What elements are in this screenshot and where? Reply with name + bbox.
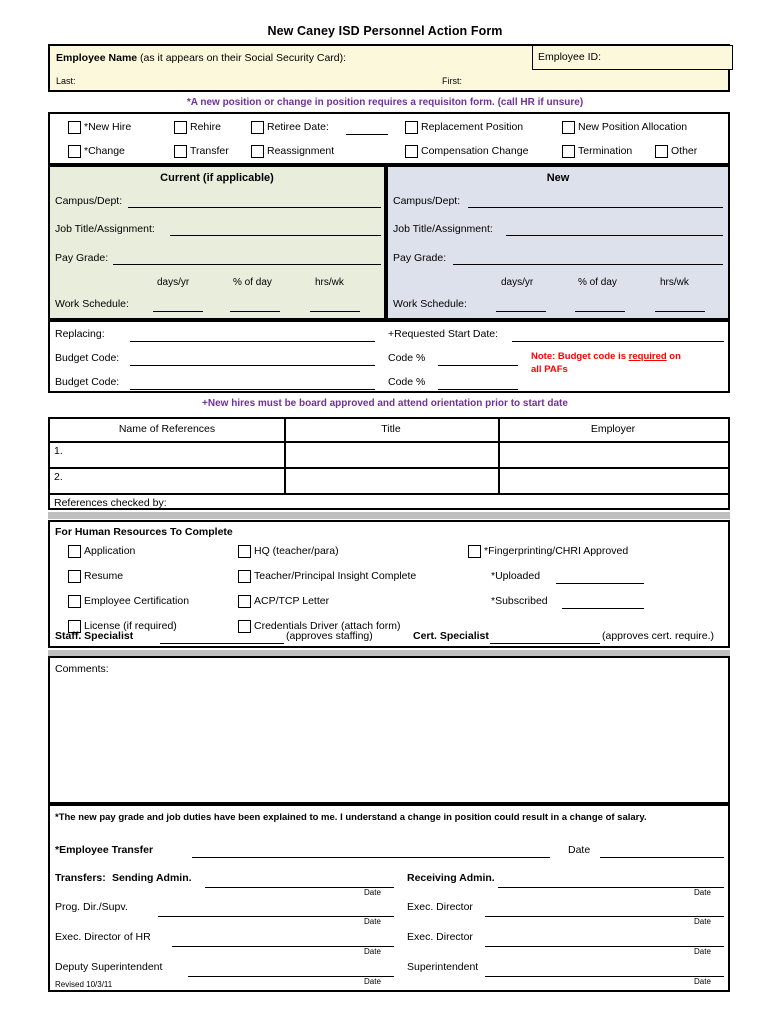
hr-section-title: For Human Resources To Complete [55,526,233,538]
employee-transfer-date-input[interactable] [600,857,724,858]
checkbox-resume[interactable] [68,570,81,583]
exec-director-2-date-tag: Date [694,947,711,956]
budget-code-label-2: Budget Code: [55,376,120,388]
new-days-input[interactable] [496,311,546,312]
start-date-input[interactable] [512,341,724,342]
label-compensation-change: Compensation Change [421,145,529,157]
label-change: *Change [84,145,125,157]
replacing-label: Replacing: [55,328,105,340]
ref-header-name: Name of References [118,423,216,435]
current-pay-label: Pay Grade: [55,252,109,264]
label-new-position-allocation: New Position Allocation [578,121,688,133]
new-hires-note: +New hires must be board approved and attend orientation prior to start date [202,398,568,409]
hr-section [48,520,730,648]
checkbox-acp-tcp-letter[interactable] [238,595,251,608]
exec-director-1-input[interactable] [485,916,724,917]
first-name-label: First: [442,76,462,86]
label-employee-certification: Employee Certification [84,595,190,607]
checkbox-teacher-principal-insight[interactable] [238,570,251,583]
uploaded-input[interactable] [556,583,644,584]
signature-section [48,804,730,992]
employee-transfer-input[interactable] [192,857,550,858]
staff-specialist-label: Staff. Specialist [55,630,134,642]
current-col-hrs: hrs/wk [315,277,344,288]
superintendent-label: Superintendent [407,961,479,973]
last-name-label: Last: [56,76,76,86]
current-pay-input[interactable] [113,264,381,265]
references-table [48,417,730,510]
exec-director-1-label: Exec. Director [407,901,473,913]
employee-transfer-date-label: Date [568,844,591,856]
ref-header-employer: Employer [590,423,636,435]
sending-admin-date-tag: Date [364,888,381,897]
exec-director-2-label: Exec. Director [407,931,473,943]
current-campus-label: Campus/Dept: [55,195,123,207]
label-fingerprinting-chri: *Fingerprinting/CHRI Approved [484,545,629,557]
current-schedule-label: Work Schedule: [55,298,129,310]
receiving-admin-label: Receiving Admin. [407,872,495,884]
checkbox-application[interactable] [68,545,81,558]
start-date-label: +Requested Start Date: [388,328,499,340]
budget-code-input-1[interactable] [130,365,375,366]
exec-director-1-date-tag: Date [694,917,711,926]
page-title: New Caney ISD Personnel Action Form [267,24,503,38]
label-transfer: Transfer [190,145,229,157]
budget-code-label-1: Budget Code: [55,352,120,364]
exec-director-hr-date-tag: Date [364,947,381,956]
checkbox-transfer[interactable] [174,145,187,158]
employee-id-field[interactable] [532,45,733,70]
sending-admin-label: Sending Admin. [112,872,192,884]
checkbox-termination[interactable] [562,145,575,158]
cert-specialist-label: Cert. Specialist [413,630,489,642]
acknowledgement-statement: *The new pay grade and job duties have been explained to me. I understand a change in position could result in a change of salary. [55,812,647,823]
checkbox-change[interactable] [68,145,81,158]
prog-dir-supv-input[interactable] [158,916,394,917]
label-termination: Termination [578,145,633,157]
current-panel-title: Current (if applicable) [160,172,274,184]
references-checked-by-input[interactable] [205,509,405,510]
ref-hline-2 [50,467,728,469]
employee-name-label [56,52,346,64]
new-pct-input[interactable] [575,311,625,312]
employee-name-label-rest: (as it appears on their Social Security Card): [137,52,347,64]
label-reassignment: Reassignment [267,145,335,157]
label-acp-tcp-letter: ACP/TCP Letter [254,595,330,607]
current-col-days: days/yr [157,277,190,288]
new-panel-title: New [546,172,570,184]
current-hrs-input[interactable] [310,311,360,312]
budget-code-required-note [531,350,691,376]
deputy-superintendent-label: Deputy Superintendent [55,961,163,973]
exec-director-hr-input[interactable] [172,946,394,947]
label-retiree-date: Retiree Date: [267,121,329,133]
action-type-section [48,112,730,165]
new-hrs-input[interactable] [655,311,705,312]
checkbox-employee-certification[interactable] [68,595,81,608]
label-hq-teacher-para: HQ (teacher/para) [254,545,339,557]
employee-name-section [48,44,730,92]
label-subscribed: *Subscribed [491,595,548,607]
label-license: License (if required) [84,620,177,632]
new-job-input[interactable] [506,235,723,236]
checkbox-fingerprinting-chri[interactable] [468,545,481,558]
ref-hline-3 [50,493,728,495]
comments-section[interactable] [48,656,730,804]
label-uploaded: *Uploaded [491,570,541,582]
label-resume: Resume [84,570,124,582]
budget-section [48,320,730,393]
prog-dir-supv-date-tag: Date [364,917,381,926]
employee-transfer-label: *Employee Transfer [55,844,154,856]
receiving-admin-input[interactable] [498,887,724,888]
new-campus-label: Campus/Dept: [393,195,461,207]
checkbox-hq-teacher-para[interactable] [238,545,251,558]
receiving-admin-date-tag: Date [694,888,711,897]
checkbox-replacement-position[interactable] [405,121,418,134]
cert-specialist-input[interactable] [490,643,600,644]
new-schedule-label: Work Schedule: [393,298,467,310]
checkbox-credentials-driver[interactable] [238,620,251,633]
checkbox-retiree-date[interactable] [251,121,264,134]
current-col-pct: % of day [233,277,272,288]
current-job-input[interactable] [170,235,381,236]
references-checked-by-label: References checked by: [54,497,167,509]
checkbox-other[interactable] [655,145,668,158]
exec-director-2-input[interactable] [485,946,724,947]
superintendent-input[interactable] [485,976,724,977]
exec-director-hr-label: Exec. Director of HR [55,931,151,943]
budget-note-suffix: on all PAFs [531,351,681,375]
section-divider-bar-hr [48,512,730,519]
checkbox-new-hire[interactable] [68,121,81,134]
requisition-note: *A new position or change in position requires a requisiton form. (call HR if unsure) [186,97,584,108]
budget-note-required: required [628,351,667,362]
new-pay-label: Pay Grade: [393,252,447,264]
current-pct-input[interactable] [230,311,280,312]
replacing-input[interactable] [130,341,375,342]
new-col-pct: % of day [578,277,617,288]
table-row-2-number: 2. [54,471,63,483]
deputy-superintendent-date-tag: Date [364,977,381,986]
checkbox-compensation-change[interactable] [405,145,418,158]
label-application: Application [84,545,136,557]
checkbox-rehire[interactable] [174,121,187,134]
label-other: Other [671,145,698,157]
label-replacement-position: Replacement Position [421,121,524,133]
label-rehire: Rehire [190,121,221,133]
employee-name-label-bold: Employee Name [56,52,138,64]
label-credentials-driver: Credentials Driver (attach form) [254,620,401,632]
current-days-input[interactable] [153,311,203,312]
code-pct-label-1: Code % [388,352,426,364]
transfers-label: Transfers: [55,872,106,884]
checkbox-reassignment[interactable] [251,145,264,158]
new-pay-input[interactable] [453,264,723,265]
code-pct-label-2: Code % [388,376,426,388]
revised-date: Revised 10/3/11 [55,980,113,989]
prog-dir-supv-label: Prog. Dir./Supv. [55,901,128,913]
comments-label: Comments: [55,663,109,675]
new-position-section [386,165,730,320]
approves-staffing-note: (approves staffing) [286,630,373,642]
staff-specialist-input[interactable] [160,643,284,644]
table-row-1-number: 1. [54,445,63,457]
superintendent-date-tag: Date [694,977,711,986]
new-job-label: Job Title/Assignment: [393,223,493,235]
input-retiree-date[interactable] [346,134,388,135]
label-teacher-principal-insight: Teacher/Principal Insight Complete [254,570,417,582]
code-pct-input-2[interactable] [438,389,518,390]
budget-note-prefix: Note: Budget code is [531,351,629,362]
ref-hline-1 [50,441,728,443]
employee-id-label: Employee ID: [538,51,602,63]
checkbox-new-position-allocation[interactable] [562,121,575,134]
budget-code-input-2[interactable] [130,389,375,390]
label-new-hire: *New Hire [84,121,132,133]
ref-header-title: Title [381,423,401,435]
current-position-section [48,165,386,320]
approves-cert-note: (approves cert. require.) [602,630,715,642]
new-campus-input[interactable] [468,207,723,208]
current-campus-input[interactable] [128,207,381,208]
code-pct-input-1[interactable] [438,365,518,366]
subscribed-input[interactable] [562,608,644,609]
new-col-days: days/yr [501,277,534,288]
new-col-hrs: hrs/wk [660,277,689,288]
current-job-label: Job Title/Assignment: [55,223,155,235]
